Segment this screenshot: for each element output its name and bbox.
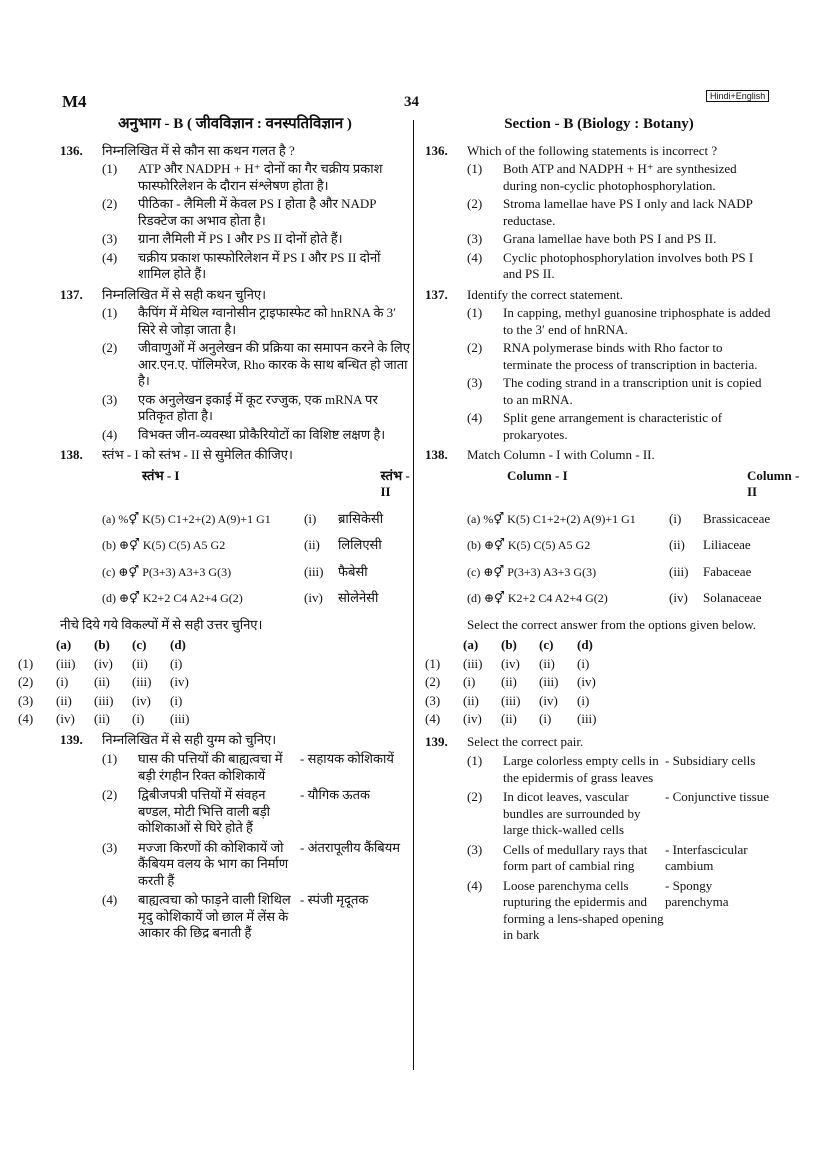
question-stem: Select the correct pair. (467, 733, 584, 749)
option: एक अनुलेखन इकाई में कूट रज्जुक, एक mRNA पर प्रतिकृत होता है। (138, 391, 378, 423)
instruction: Select the correct answer from the options given below. (467, 616, 757, 632)
option: In capping, methyl guanosine triphosphate is added to the 3′ end of hnRNA. (503, 305, 771, 337)
floral-formula: ⊕⚥ K(5) C(5) A5 G2 (484, 538, 591, 552)
option: जीवाणुओं में अनुलेखन की प्रक्रिया का समापन करने के लिए आर.एन.ए. पॉलिमरेज, Rho कारक के साथ बन्धित हो जाता है। (138, 340, 410, 388)
question-stem: निम्नलिखित में से कौन सा कथन गलत है ? (102, 142, 295, 158)
question-137-hi: 137. निम्नलिखित में से सही कथन चुनिए। (1) कैपिंग में मेथिल ग्वानोसीन ट्राइफास्फेट को hnRNA के 3′ सिरे से जोड़ा जाता है। (2) जीवाणुओं में अनुलेखन की प्रक्रिया का समापन करने के लिए आर.एन.ए. पॉलिमरेज, Rho कारक के साथ बन्धित हो जाता है। (3) एक अनुलेखन इकाई में कूट रज्जुक, एक mRNA पर प्रतिकृत होता है। (4) विभक्त जीन-व्यवस्था प्रोकैरियोटों का विशिष्ट लक्षण है। (60, 286, 410, 442)
question-139-en: 139. Select the correct pair. (1) Large colorless empty cells in the epidermis of grass leaves - Subsidiary cells (2) In dicot leaves, vascular bundles are surrounded by large thick-walled cells - Conjunctive tissue (3) Cells of medullary rays that form part of cambial ring - Interfascicular cambium (4) Loose parenchyma cells rupturing the epidermis and forming a lens-shaped opening in bark - Spongy parenchyma (425, 734, 773, 944)
floral-formula: ⊕⚥ P(3+3) A3+3 G(3) (483, 564, 597, 579)
question-stem: निम्नलिखित में से सही युग्म को चुनिए। (102, 731, 277, 747)
paper-code: M4 (62, 92, 87, 111)
question-137-en: 137. Identify the correct statement. (1) In capping, methyl guanosine triphosphate is added to the 3′ end of hnRNA. (2) RNA polymerase binds with Rho factor to terminate the process of transcription in bacteria. (3) The coding strand in a transcription unit is copied to an mRNA. (4) Split gene arrangement is characteristic of prokaryotes. (425, 287, 773, 444)
option: RNA polymerase binds with Rho factor to terminate the process of transcription in bacteria. (503, 340, 758, 372)
question-stem: Match Column - I with Column - II. (467, 447, 655, 462)
instruction: नीचे दिये गये विकल्पों में से सही उत्तर चुनिए। (60, 616, 263, 632)
option: विभक्त जीन-व्यवस्था प्रोकैरियोटों का विशिष्ट लक्षण है। (138, 426, 386, 442)
option: Cyclic photophosphorylation involves both PS I and PS II. (503, 249, 754, 281)
english-column (425, 116, 800, 944)
hindi-section-title: अनुभाग - B ( जीवविज्ञान : वनस्पतिविज्ञान ) (118, 116, 352, 132)
floral-formula: ⊕⚥ K(5) C(5) A5 G2 (119, 538, 226, 552)
option: पीठिका - लैमिली में केवल PS I होता है और NADP रिडक्टेज का अभाव होता है। (138, 196, 377, 228)
question-stem: Which of the following statements is incorrect ? (467, 142, 718, 158)
question-136-hi: 136. निम्नलिखित में से कौन सा कथन गलत है ? (1) ATP और NADPH + H⁺ दोनों का गैर चक्रीय प्रकाश फास्फोरिलेशन के दौरान संश्लेषण होता है। (2) पीठिका - लैमिली में केवल PS I होता है और NADP रिडक्टेज का अभाव होता है। (3) ग्राना लैमिली में PS I और PS II दोनों होते हैं। (4) चक्रीय प्रकाश फास्फोरिलेशन में PS I और PS II दोनों शामिल होते हैं। (60, 143, 410, 283)
option: Both ATP and NADPH + H⁺ are synthesized during non-cyclic photophosphorylation. (503, 161, 737, 193)
option: Stroma lamellae have PS I only and lack NADP reductase. (503, 196, 753, 228)
floral-formula: ⊕⚥ K2+2 C4 A2+4 G(2) (484, 591, 608, 605)
question-stem: निम्नलिखित में से सही कथन चुनिए। (102, 286, 267, 302)
option: ग्राना लैमिली में PS I और PS II दोनों होते हैं। (138, 231, 343, 246)
answer-grid: (a) (b) (c) (d) (1) (iii) (iv) (ii) (i) (2) (i) (ii) (iii) (iv) (3) (ii) (iii) (iv) (i) (4) (iv) (ii) (i) (iii) (18, 637, 190, 726)
option: ATP और NADPH + H⁺ दोनों का गैर चक्रीय प्रकाश फास्फोरिलेशन के दौरान संश्लेषण होता है। (138, 161, 383, 193)
question-stem: Identify the correct statement. (467, 286, 623, 302)
floral-formula: %⚥ K(5) C1+2+(2) A(9)+1 G1 (118, 511, 271, 526)
question-138-hi: 138. स्तंभ - I को स्तंभ - II से सुमेलित कीजिए। स्तंभ - I स्तंभ - II (a) %⚥ K(5) C1+2+(2) A(9)+1 G1 (i) ब्रासिकेसी (b) ⊕⚥ K(5) C(5) A5 G2 (ii) लिलिएसी (c) ⊕⚥ P(3+3) A3+3 G(3) (iii) फैबेसी (d) ⊕⚥ K2+2 C4 A2+4 G(2) (iv) सोलेनेसी (60, 447, 410, 617)
english-section-title: Section - B (Biology : Botany) (504, 116, 694, 132)
question-136-en: 136. Which of the following statements is incorrect ? (1) Both ATP and NADPH + H⁺ are synthesized during non-cyclic photophosphorylation. (2) Stroma lamellae have PS I only and lack NADP reductase. (3) Grana lamellae have both PS I and PS II. (4) Cyclic photophosphorylation involves both PS I and PS II. (425, 143, 773, 283)
option: चक्रीय प्रकाश फास्फोरिलेशन में PS I और PS II दोनों शामिल होते हैं। (138, 249, 381, 281)
floral-formula: ⊕⚥ K2+2 C4 A2+4 G(2) (119, 591, 243, 605)
option: Grana lamellae have both PS I and PS II. (503, 231, 717, 246)
floral-formula: %⚥ K(5) C1+2+(2) A(9)+1 G1 (483, 511, 636, 526)
floral-formula: ⊕⚥ P(3+3) A3+3 G(3) (118, 564, 232, 579)
hindi-column (18, 116, 410, 942)
option: The coding strand in a transcription unit is copied to an mRNA. (503, 375, 762, 407)
question-139-hi: 139. निम्नलिखित में से सही युग्म को चुनिए। (1) घास की पत्तियों की बाह्यत्वचा में बड़ी रंगहीन रिक्त कोशिकायें - सहायक कोशिकायें (2) द्विबीजपत्री पत्तियों में संवहन बण्डल, मोटी भित्ति वाली बड़ी कोशिकाओं से घिरे होते हैं - यौगिक ऊतक (3) मज्जा किरणों की कोशिकायें जो कैंबियम वलय के भाग का निर्माण करती हैं - अंतरापूलीय कैंबियम (4) बाह्यत्वचा को फाड़ने वाली शिथिल मृदु कोशिकायें जो छाल में लेंस के आकार की छिद्र बनाती हैं - स्पंजी मृदूतक (60, 732, 410, 942)
question-138-en: 138. Match Column - I with Column - II. Column - I Column - II (a) %⚥ K(5) C1+2+(2) A(9)+1 G1 (i) Brassicaceae (b) ⊕⚥ K(5) C(5) A5 G2 (ii) Liliaceae (c) ⊕⚥ P(3+3) A3+3 G(3) (iii) Fabaceae (d) ⊕⚥ K2+2 C4 A2+4 G(2) (iv) Solanaceae Select the correct answer from the options given below. (a) (b) (c) (d) (1) (iii) (iv) (ii) (i) (2) (i) (ii) (iii) (iv) (3) (ii) (iii) (iv) (i) (4) (iv) (ii) (i) (iii) (425, 447, 773, 730)
option: कैपिंग में मेथिल ग्वानोसीन ट्राइफास्फेट को hnRNA के 3′ सिरे से जोड़ा जाता है। (138, 305, 397, 337)
language-badge: Hindi+English (706, 90, 769, 102)
answer-grid: (a) (b) (c) (d) (1) (iii) (iv) (ii) (i) (2) (i) (ii) (iii) (iv) (3) (ii) (iii) (iv) (i) (4) (iv) (ii) (i) (iii) (425, 637, 597, 726)
question-stem: स्तंभ - I को स्तंभ - II से सुमेलित कीजिए। (102, 447, 293, 462)
page-number: 34 (404, 94, 419, 110)
option: Split gene arrangement is characteristic of prokaryotes. (503, 410, 723, 442)
